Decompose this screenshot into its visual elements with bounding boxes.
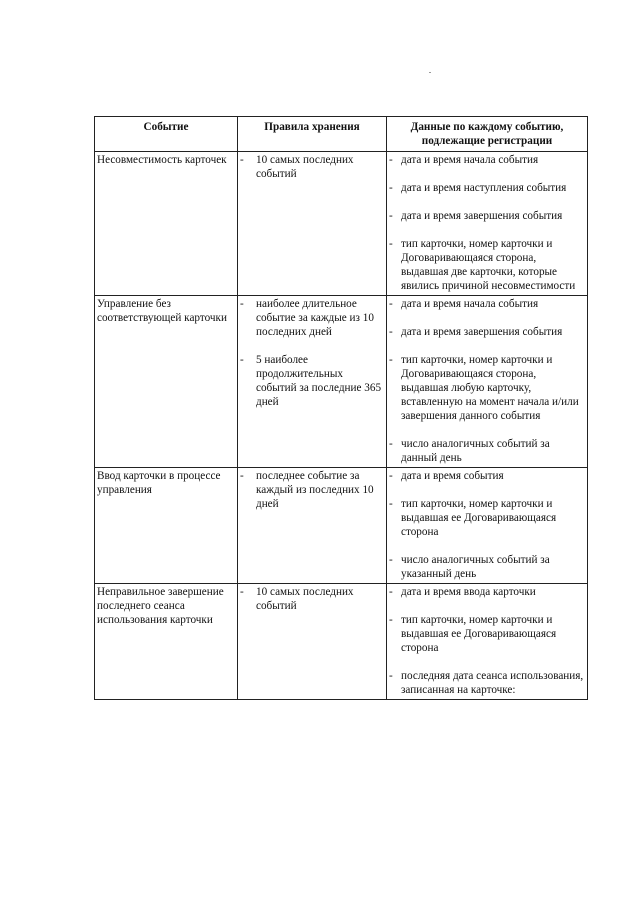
- data-item: - дата и время события: [389, 469, 585, 483]
- rules-cell: [238, 468, 387, 584]
- table-row: [95, 152, 588, 296]
- data-item: - дата и время ввода карточки: [389, 585, 585, 599]
- data-item: - тип карточки, номер карточки и Договаривающаяся сторона, выдавшая любую карточку, вставленную на момент начала и/или завершения данного события: [389, 353, 585, 423]
- rule-item: - последнее событие за каждый из последних 10 дней: [240, 469, 384, 511]
- rules-cell: [238, 584, 387, 700]
- scan-speck: [429, 72, 431, 73]
- data-item: - число аналогичных событий за данный день: [389, 437, 585, 465]
- header-row: [95, 117, 588, 152]
- event-cell: Управление без соответствующей карточки: [95, 296, 238, 468]
- data-item: - тип карточки, номер карточки и выдавшая ее Договаривающаяся сторона: [389, 497, 585, 539]
- table-row: [95, 584, 588, 700]
- data-item: - число аналогичных событий за указанный день: [389, 553, 585, 581]
- data-item: - дата и время наступления события: [389, 181, 585, 195]
- data-item: - дата и время завершения события: [389, 325, 585, 339]
- data-item: - последняя дата сеанса использования, записанная на карточке:: [389, 669, 585, 697]
- rule-item: - 10 самых последних событий: [240, 585, 384, 613]
- header-event: Событие: [95, 117, 238, 152]
- data-cell: [387, 468, 588, 584]
- event-cell: Несовместимость карточек: [95, 152, 238, 296]
- header-rules: Правила хранения: [238, 117, 387, 152]
- events-table: [94, 116, 588, 700]
- data-cell: [387, 152, 588, 296]
- data-item: - дата и время начала события: [389, 297, 585, 311]
- table-row: [95, 296, 588, 468]
- rules-cell: [238, 296, 387, 468]
- data-item: - дата и время завершения события: [389, 209, 585, 223]
- rule-item: - 10 самых последних событий: [240, 153, 384, 181]
- event-cell: Ввод карточки в процессе управления: [95, 468, 238, 584]
- rule-item: - 5 наиболее продолжительных событий за последние 365 дней: [240, 353, 384, 409]
- rules-cell: [238, 152, 387, 296]
- data-item: - тип карточки, номер карточки и Договаривающаяся сторона, выдавшая две карточки, которые явились причиной несовместимости: [389, 237, 585, 293]
- event-cell: Неправильное завершение последнего сеанса использования карточки: [95, 584, 238, 700]
- rule-item: - наиболее длительное событие за каждые из 10 последних дней: [240, 297, 384, 339]
- header-data: Данные по каждому событию, подлежащие регистрации: [387, 117, 588, 152]
- data-cell: [387, 584, 588, 700]
- data-item: - тип карточки, номер карточки и выдавшая ее Договаривающаяся сторона: [389, 613, 585, 655]
- data-cell: [387, 296, 588, 468]
- table-row: [95, 468, 588, 584]
- data-item: - дата и время начала события: [389, 153, 585, 167]
